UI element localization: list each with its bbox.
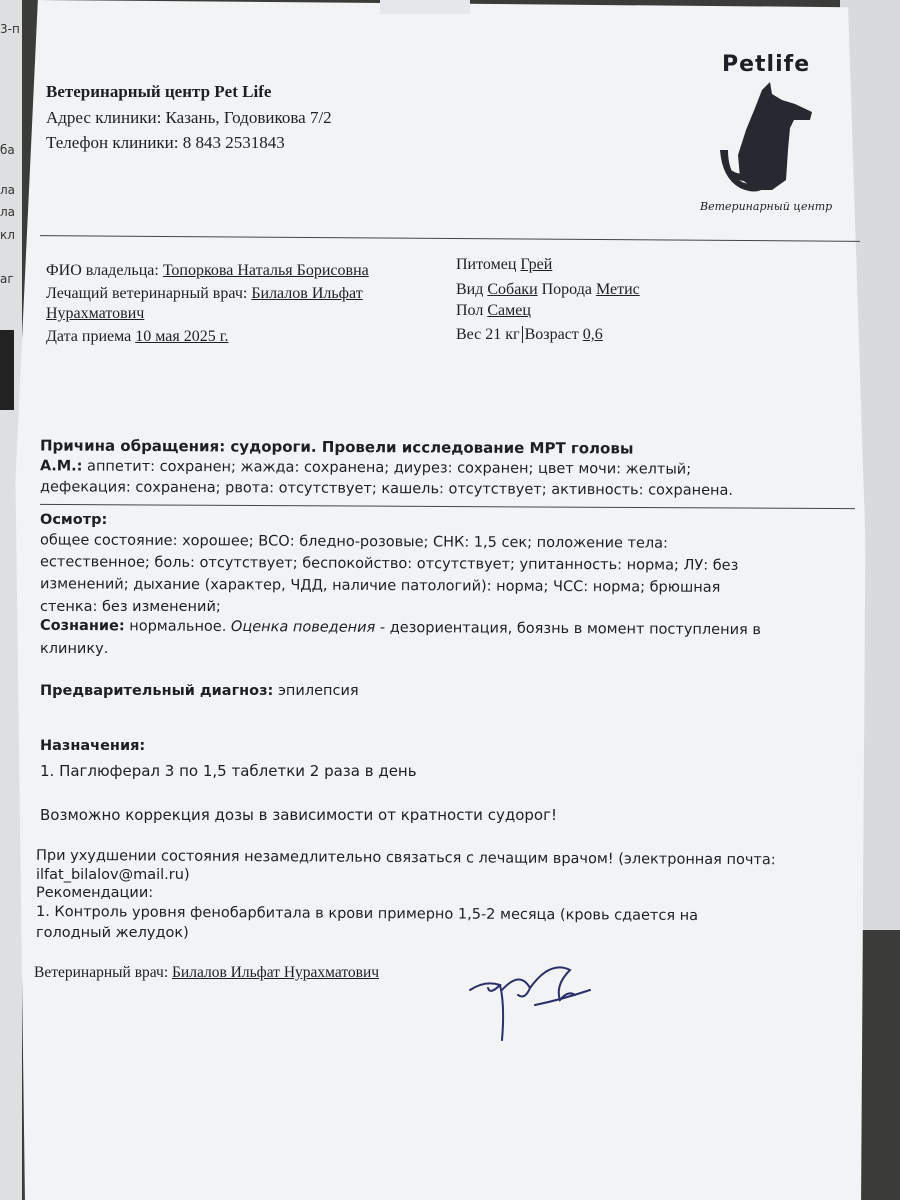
pet-label: Питомец (456, 256, 517, 273)
edge-fragment: кл (0, 228, 15, 242)
diagnosis-row (40, 683, 359, 699)
edge-fragment: ла (0, 183, 16, 197)
behavior-value: - дезориентация, боязнь в момент поступления в (375, 619, 761, 639)
recommendation-line2: голодный желудок) (36, 925, 189, 941)
signature-row (34, 964, 379, 982)
clinic-phone: Телефон клиники: 8 843 2531843 (46, 133, 285, 152)
anamnesis-line2: дефекация: сохранена; рвота: отсутствует; кашель: отсутствует; активность: сохранена. (39, 479, 734, 499)
paper-tear (380, 0, 470, 14)
doctor-name-second: Нурахматович (46, 305, 145, 322)
footer-doctor-label: Ветеринарный врач: (34, 964, 169, 981)
diagnosis-label: Предварительный диагноз: (40, 683, 274, 699)
species-row (456, 281, 640, 299)
owner-name: Топоркова Наталья Борисовна (162, 262, 369, 279)
weight-age-row (456, 326, 603, 344)
footer-doctor-name: Билалов Ильфат Нурахматович (172, 964, 380, 981)
owner-row (46, 262, 369, 280)
petlife-dog-logo-icon (700, 50, 840, 225)
owner-label: ФИО владельца: (46, 262, 159, 279)
behavior-label: Оценка поведения (230, 618, 376, 636)
sex-value: Самец (487, 302, 531, 319)
breed-value: Метис (595, 281, 640, 298)
species-label: Вид (456, 281, 484, 298)
doctor-label: Лечащий ветеринарный врач: (46, 285, 248, 302)
exam-line4: стенка: без изменений; (40, 599, 221, 615)
diagnosis-value: эпилепсия (273, 683, 359, 699)
clinic-address: Адрес клиники: Казань, Годовикова 7/2 (46, 108, 332, 127)
contact-line2: ilfat_bilalov@mail.ru) (36, 867, 190, 883)
sex-row (456, 302, 531, 320)
anamnesis-text1: аппетит: сохранен; жажда: сохранена; диурез: сохранен; цвет мочи: желтый; (87, 458, 692, 478)
visit-reason: Причина обращения: судороги. Провели исследование МРТ головы (39, 436, 634, 458)
exam-label: Осмотр: (40, 512, 108, 528)
date-row (46, 328, 228, 346)
consciousness-label: Сознание: (39, 617, 125, 635)
dose-note: Возможно коррекция дозы в зависимости от кратности судорог! (40, 806, 557, 824)
recommendation-line1: 1. Контроль уровня фенобарбитала в крови примерно 1,5-2 месяца (кровь сдается на (35, 903, 699, 925)
pet-row (456, 256, 552, 274)
edge-fragment: 3-п (0, 22, 20, 36)
date-label: Дата приема (46, 328, 132, 345)
handwritten-signature (460, 950, 610, 1050)
sex-label: Пол (456, 302, 484, 319)
doctor-row (46, 285, 363, 303)
date-value: 10 мая 2025 г. (135, 328, 229, 345)
consciousness-value: нормальное. (124, 618, 232, 635)
breed-label: Порода (541, 281, 592, 298)
weight-value: Вес 21 кг (456, 326, 520, 343)
age-label: Возраст (524, 326, 579, 343)
contact-line1: При ухудшении состояния незамедлительно связаться с лечащим врачом! (электронная почта: (35, 847, 776, 869)
logo-title: Petlife (722, 52, 811, 77)
consciousness-line2: клинику. (40, 641, 109, 657)
edge-fragment: ла (0, 205, 16, 219)
edge-fragment: аг (0, 272, 14, 286)
recommendations-label: Рекомендации: (36, 885, 154, 901)
pet-name: Грей (520, 256, 553, 273)
exam-line2: естественное; боль: отсутствует; беспокойство: отсутствует; упитанность: норма; ЛУ: без (39, 554, 739, 574)
logo-subtitle: Ветеринарный центр (700, 200, 833, 213)
edge-fragment: ба (0, 143, 15, 157)
doctor-name-first: Билалов Ильфат (251, 285, 363, 302)
prescriptions-label: Назначения: (40, 738, 146, 754)
exam-line1: общее состояние: хорошее; ВСО: бледно-розовые; СНК: 1,5 сек; положение тела: (39, 532, 669, 552)
species-value: Собаки (487, 281, 538, 298)
age-value: 0,6 (582, 326, 603, 343)
prescription-item-1: 1. Паглюферал 3 по 1,5 таблетки 2 раза в день (40, 762, 417, 780)
exam-line3: изменений; дыхание (характер, ЧДД, наличие патологий): норма; ЧСС: норма; брюшная (39, 576, 721, 596)
clinic-name: Ветеринарный центр Pet Life (46, 82, 272, 101)
anamnesis-line1 (40, 458, 691, 477)
background-shadow (0, 330, 14, 410)
separator (522, 326, 523, 343)
anamnesis-label: А.М.: (39, 458, 83, 475)
